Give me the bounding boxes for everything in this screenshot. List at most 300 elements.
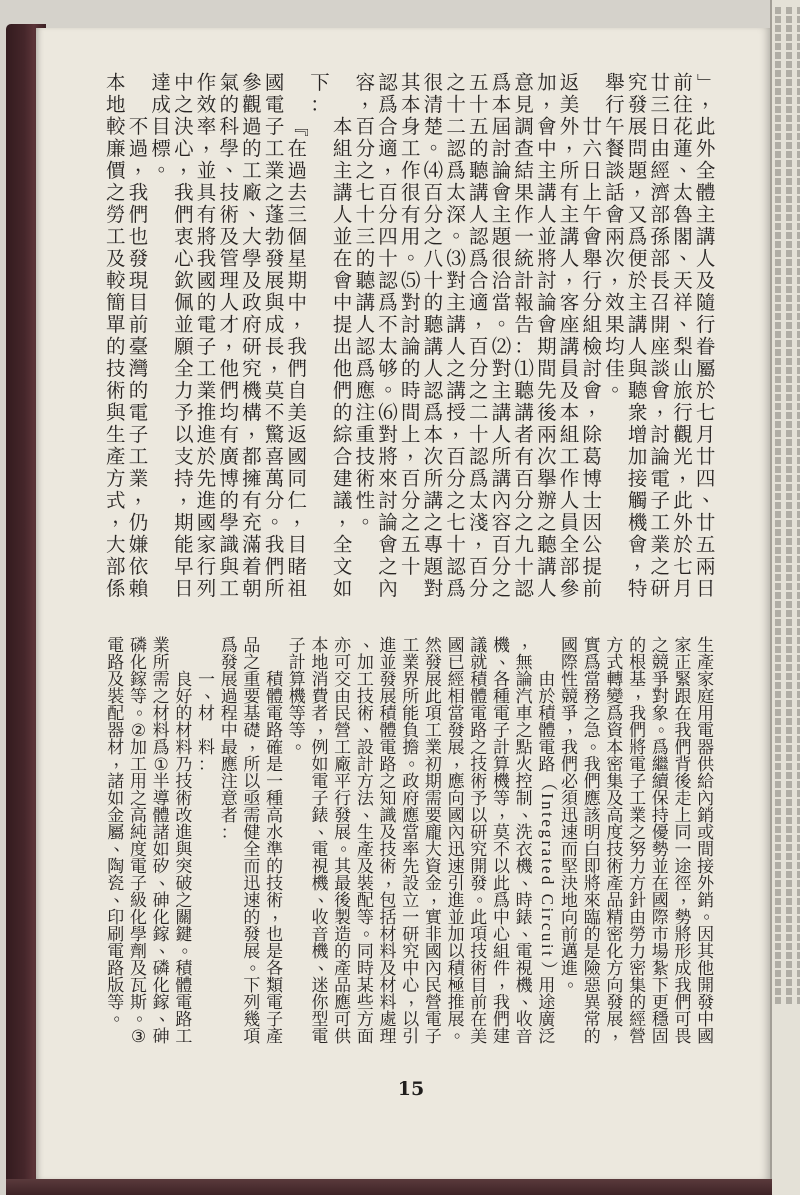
glyph: 材	[379, 976, 397, 996]
glyph: 十	[400, 555, 421, 578]
glyph: 佩	[174, 291, 194, 314]
glyph: 國	[561, 636, 579, 656]
glyph: 生	[106, 423, 126, 446]
glyph: ，	[112, 504, 132, 528]
text-column	[672, 636, 698, 1050]
latin-run: Integrated Circuit	[538, 793, 558, 959]
glyph: 心	[174, 137, 194, 160]
glyph: 、	[159, 936, 177, 957]
glyph: 設	[402, 874, 420, 894]
text-column	[558, 636, 585, 1050]
glyph: 係	[106, 577, 126, 600]
glyph: 錶	[515, 908, 533, 928]
glyph: 前	[470, 993, 488, 1013]
glyph: 之	[650, 555, 671, 578]
glyph: 工	[219, 577, 239, 600]
glyph: 我	[492, 993, 510, 1013]
glyph: 將	[583, 874, 601, 894]
glyph: 。	[429, 130, 450, 154]
glyph: 人	[332, 203, 353, 226]
glyph: 參	[242, 71, 262, 94]
glyph: 一	[674, 840, 692, 860]
glyph: 成	[674, 959, 692, 979]
glyph: 充	[242, 511, 262, 534]
glyph: 產	[606, 874, 624, 894]
book-page	[36, 28, 770, 1179]
glyph: 意	[514, 71, 534, 94]
glyph: 美	[287, 401, 308, 424]
glyph: 突	[175, 857, 193, 877]
glyph: 間	[697, 840, 715, 860]
glyph: 們	[219, 379, 239, 402]
glyph: 收	[311, 908, 329, 928]
glyph: 討	[378, 489, 398, 512]
glyph: 蓬	[264, 203, 285, 226]
glyph: 與	[219, 555, 239, 578]
glyph: 心	[492, 925, 510, 945]
glyph: 象	[651, 704, 669, 724]
glyph: ，	[225, 328, 246, 352]
page-number: 15	[397, 1078, 425, 1100]
glyph: 引	[447, 874, 465, 894]
glyph: 的	[423, 291, 444, 314]
text-column	[558, 71, 586, 604]
glyph: 化	[129, 908, 147, 928]
glyph: 等	[107, 993, 125, 1013]
glyph: 屬	[107, 823, 125, 843]
glyph: 聽	[514, 379, 534, 402]
glyph: 的	[334, 942, 352, 962]
glyph: 講	[559, 225, 580, 248]
glyph: 實	[583, 636, 601, 656]
glyph: ，	[543, 86, 563, 110]
glyph: 聽	[627, 379, 648, 402]
glyph: 工	[196, 357, 217, 380]
glyph: 術	[379, 857, 397, 877]
glyph: 莫	[264, 379, 285, 402]
glyph: 因	[697, 925, 715, 945]
glyph: 臺	[128, 335, 149, 358]
glyph: 際	[651, 908, 669, 928]
glyph: 等	[288, 704, 306, 724]
glyph: 健	[243, 823, 261, 843]
glyph: 間	[400, 401, 421, 424]
glyph	[331, 72, 354, 94]
glyph: 轉	[606, 670, 624, 690]
glyph: 機	[492, 772, 510, 792]
glyph: 爲	[378, 93, 398, 116]
glyph: 們	[287, 357, 308, 380]
text-column	[399, 636, 426, 1050]
glyph: 綜	[332, 423, 353, 446]
glyph: 士	[582, 489, 602, 512]
glyph: 由	[629, 908, 647, 928]
glyph: 計	[356, 755, 374, 775]
glyph: 料	[198, 738, 216, 758]
glyph: 收	[515, 1010, 533, 1030]
glyph: 家	[674, 636, 692, 656]
glyph: 們	[128, 203, 149, 226]
glyph: 標	[151, 137, 171, 160]
glyph: 洽	[491, 269, 512, 292]
glyph: 。	[340, 834, 358, 855]
glyph: 險	[583, 959, 601, 979]
glyph: 力	[174, 379, 194, 402]
glyph: ，	[499, 970, 517, 991]
glyph: ，	[499, 800, 517, 821]
glyph: 、	[679, 152, 700, 176]
text-column	[626, 71, 654, 604]
glyph: 中	[174, 71, 194, 94]
glyph: 講	[537, 555, 557, 578]
glyph: 民	[334, 704, 352, 724]
glyph: 會	[537, 313, 557, 336]
glyph: 供	[697, 755, 715, 775]
glyph: 七	[695, 401, 716, 424]
glyph: 方	[606, 636, 624, 656]
glyph: 造	[334, 925, 352, 945]
glyph: 舉	[605, 71, 625, 94]
glyph: 當	[402, 823, 420, 843]
glyph: 『	[286, 117, 310, 137]
glyph: 並	[651, 857, 669, 877]
glyph: 、	[159, 1004, 177, 1025]
glyph: 一	[402, 908, 420, 928]
glyph: 身	[400, 115, 421, 138]
glyph: 博	[219, 467, 239, 490]
glyph: 本	[559, 401, 580, 424]
glyph: 全	[174, 357, 194, 380]
glyph: 等	[356, 908, 374, 928]
glyph: 體	[695, 181, 716, 204]
glyph: 視	[311, 857, 329, 877]
glyph: 很	[400, 181, 421, 204]
glyph: 他	[332, 357, 353, 380]
glyph: 術	[606, 857, 624, 877]
glyph: 公	[582, 533, 602, 556]
glyph: 括	[379, 908, 397, 928]
glyph: 先	[537, 379, 557, 402]
glyph: 以	[402, 1010, 420, 1030]
glyph: 對	[400, 291, 421, 314]
glyph: 究	[470, 840, 488, 860]
glyph: 辦	[537, 489, 557, 512]
glyph: 分	[264, 489, 285, 512]
glyph: 建	[332, 467, 353, 490]
glyph: 光	[673, 445, 693, 468]
glyph: 够	[378, 357, 398, 380]
glyph: 電	[515, 942, 533, 962]
glyph: 分	[446, 467, 466, 490]
glyph: 會	[582, 225, 602, 248]
glyph: 進	[379, 636, 397, 656]
glyph: 電	[107, 636, 125, 656]
glyph: 邁	[561, 942, 579, 962]
glyph: 依	[128, 555, 149, 578]
glyph: 子	[629, 772, 647, 792]
glyph: 龐	[424, 823, 442, 843]
glyph: 、	[363, 800, 381, 821]
glyph: 方	[106, 467, 126, 490]
glyph: 喜	[264, 445, 285, 468]
glyph: 。	[361, 504, 382, 528]
glyph: 長	[264, 335, 285, 358]
glyph: 組	[332, 137, 353, 160]
glyph: 前	[673, 71, 693, 94]
glyph: 積	[379, 704, 397, 724]
glyph: 的	[175, 704, 193, 724]
glyph: ，	[408, 987, 426, 1008]
glyph: 往	[673, 93, 693, 116]
glyph: 計	[492, 738, 510, 758]
glyph: 目	[128, 291, 149, 314]
glyph: 均	[605, 335, 625, 358]
glyph: 異	[583, 993, 601, 1013]
glyph	[286, 72, 309, 94]
glyph: 技	[106, 357, 126, 380]
glyph: 工	[650, 511, 671, 534]
glyph: 問	[627, 137, 648, 160]
glyph: 場	[651, 942, 669, 962]
glyph: 與	[175, 840, 193, 860]
glyph: 清	[423, 93, 444, 116]
glyph: 配	[356, 891, 374, 911]
glyph: 全	[559, 533, 580, 556]
glyph: 率	[196, 115, 217, 138]
glyph: 的	[266, 857, 284, 877]
glyph: 過	[128, 137, 149, 160]
glyph: 百	[446, 445, 466, 468]
glyph: 氣	[219, 71, 239, 94]
upper-text-block	[104, 71, 722, 604]
glyph: ，	[180, 482, 200, 506]
glyph: 發	[697, 993, 715, 1013]
glyph: 電	[697, 721, 715, 741]
glyph: 而	[561, 840, 579, 860]
glyph: 引	[402, 1027, 420, 1047]
glyph: 密	[606, 755, 624, 775]
glyph: 。	[363, 919, 381, 940]
glyph: ，	[113, 749, 131, 770]
glyph: 人	[423, 357, 444, 380]
glyph: 將	[537, 247, 557, 270]
glyph: 以	[470, 806, 488, 826]
glyph: 統	[514, 247, 534, 270]
glyph: 葛	[582, 445, 602, 468]
glyph: 將	[629, 738, 647, 758]
glyph: 爲	[469, 467, 489, 490]
glyph: 積	[447, 959, 465, 979]
glyph: 意	[220, 789, 238, 809]
glyph: 及	[559, 379, 580, 402]
glyph: 二	[446, 115, 466, 138]
glyph: 人	[537, 203, 557, 226]
glyph: ，	[203, 130, 223, 154]
glyph: 、	[204, 681, 222, 702]
glyph: ，	[293, 306, 314, 330]
glyph: 繼	[651, 755, 669, 775]
glyph: ，	[680, 885, 698, 906]
glyph: 美	[559, 93, 580, 116]
glyph: 產	[266, 1027, 284, 1047]
adjacent-page-text-shadow	[775, 6, 800, 1006]
glyph: 進	[447, 891, 465, 911]
glyph: 對	[446, 269, 466, 292]
glyph: 勃	[264, 225, 285, 248]
glyph: ：	[310, 93, 330, 116]
glyph: 外	[695, 137, 716, 160]
glyph: 路	[175, 1010, 193, 1030]
glyph: 術	[219, 203, 239, 226]
glyph: 家	[196, 533, 217, 556]
glyph: 發	[447, 721, 465, 741]
glyph: 業	[650, 533, 671, 556]
glyph: 各	[266, 959, 284, 979]
glyph: 包	[379, 891, 397, 911]
text-column	[626, 636, 653, 1050]
glyph: 工	[402, 636, 420, 656]
glyph: 人	[627, 335, 648, 358]
glyph: 發	[379, 670, 397, 690]
glyph: 半	[152, 772, 170, 792]
glyph: 子	[424, 1027, 442, 1047]
glyph: 組	[582, 313, 602, 336]
glyph: 型	[311, 1010, 329, 1030]
glyph: 、	[679, 240, 700, 264]
glyph: 人	[219, 291, 239, 314]
glyph: 正	[674, 653, 692, 673]
glyph: 講	[446, 379, 466, 402]
glyph: 爲	[492, 891, 510, 911]
glyph: 展	[264, 269, 285, 292]
text-column	[490, 636, 517, 1050]
glyph: 的	[583, 925, 601, 945]
glyph: 及	[379, 959, 397, 979]
glyph: 即	[583, 857, 601, 877]
glyph: 斯	[129, 993, 147, 1013]
glyph: 形	[674, 942, 692, 962]
glyph: 你	[311, 993, 329, 1013]
glyph: 磷	[129, 636, 147, 656]
glyph: 電	[196, 313, 217, 336]
glyph: 際	[561, 653, 579, 673]
glyph: 作	[514, 203, 534, 226]
glyph: 針	[629, 891, 647, 911]
glyph: ，	[452, 416, 473, 440]
glyph: 開	[650, 313, 671, 336]
glyph: 爲	[627, 225, 648, 248]
glyph: 的	[106, 335, 126, 358]
glyph: 太	[673, 181, 693, 204]
glyph: 而	[243, 857, 261, 877]
glyph: 國	[697, 1027, 715, 1047]
glyph: 項	[424, 704, 442, 724]
glyph: 八	[423, 247, 444, 270]
glyph: 砷	[152, 1027, 170, 1047]
glyph: 的	[400, 357, 421, 380]
glyph: ，	[453, 749, 471, 770]
glyph: 機	[627, 511, 648, 534]
glyph: 討	[582, 357, 602, 380]
glyph: 座	[559, 313, 580, 336]
glyph: 接	[627, 467, 648, 490]
glyph: 穩	[651, 1010, 669, 1030]
glyph: 及	[379, 823, 397, 843]
glyph: 之	[378, 555, 398, 578]
glyph: ⑸	[400, 269, 421, 292]
glyph: 過	[242, 115, 262, 138]
glyph: 十	[378, 247, 398, 270]
glyph: 給	[697, 772, 715, 792]
glyph: 欽	[174, 269, 194, 292]
glyph: 、	[522, 987, 540, 1008]
glyph: 展	[220, 670, 238, 690]
glyph: 工	[242, 159, 262, 182]
glyph: 紮	[651, 959, 669, 979]
glyph: 睹	[287, 555, 308, 578]
glyph: 注	[355, 401, 376, 424]
glyph: 持	[651, 806, 669, 826]
glyph: 又	[627, 203, 648, 226]
glyph: ，	[634, 548, 654, 572]
glyph: 淺	[469, 511, 489, 534]
glyph: 認	[469, 225, 489, 248]
glyph: 向	[447, 789, 465, 809]
glyph: 分	[469, 357, 489, 380]
glyph: 版	[107, 976, 125, 996]
glyph: 器	[107, 721, 125, 741]
glyph: 四	[695, 467, 716, 490]
glyph: 五	[469, 115, 489, 138]
glyph: 分	[423, 203, 444, 226]
glyph: 電	[175, 993, 193, 1013]
glyph: 論	[537, 291, 557, 314]
glyph: 後	[537, 401, 557, 424]
glyph: 子	[492, 721, 510, 741]
glyph: 業	[152, 636, 170, 656]
glyph: 隨	[695, 291, 716, 314]
glyph: 現	[128, 269, 149, 292]
glyph: 機	[242, 379, 262, 402]
glyph: 內	[447, 823, 465, 843]
glyph: 並	[379, 653, 397, 673]
glyph: 廠	[334, 755, 352, 775]
glyph: 較	[106, 269, 126, 292]
text-column	[263, 71, 291, 604]
glyph: 理	[379, 1027, 397, 1047]
glyph: 知	[379, 789, 397, 809]
glyph: 主	[491, 379, 512, 402]
glyph: 決	[561, 874, 579, 894]
glyph: 工	[629, 789, 647, 809]
glyph: 白	[583, 840, 601, 860]
glyph: 容	[491, 511, 512, 534]
glyph: 員	[559, 511, 580, 534]
glyph: 國	[264, 71, 285, 94]
glyph: 由	[334, 687, 352, 707]
glyph: 材	[379, 925, 397, 945]
glyph: 保	[651, 789, 669, 809]
text-column	[604, 636, 630, 1050]
glyph: 前	[561, 925, 579, 945]
glyph: 要	[424, 806, 442, 826]
glyph: 之	[129, 789, 147, 809]
glyph: 衆	[627, 401, 648, 424]
glyph: 材	[152, 704, 170, 724]
glyph: 並	[537, 225, 557, 248]
glyph: 點	[515, 738, 533, 758]
glyph: 討	[400, 313, 421, 336]
